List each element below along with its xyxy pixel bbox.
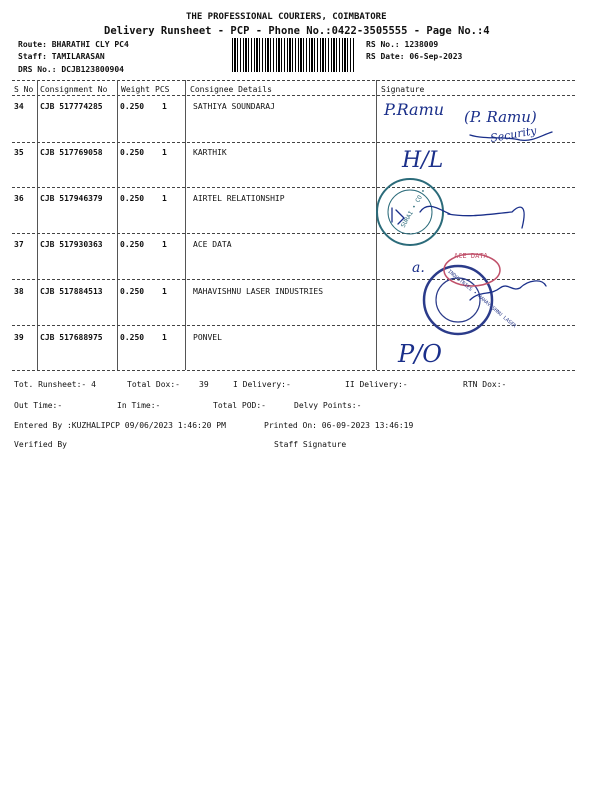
handwritten-signature-35: H/L bbox=[402, 148, 444, 173]
handwritten-signature-38: a. bbox=[412, 260, 425, 276]
row-consignee: KARTHIK bbox=[193, 148, 227, 157]
row-pcs: 1 bbox=[162, 102, 167, 111]
row-consignment: CJB 517930363 bbox=[40, 240, 103, 249]
col-header-consignment: Consignment No bbox=[40, 85, 108, 94]
company-name: THE PROFESSIONAL COURIERS, COIMBATORE bbox=[186, 12, 387, 22]
row-consignee: MAHAVISHNU LASER INDUSTRIES bbox=[193, 287, 324, 296]
total-dox-label: Total Dox:- bbox=[127, 380, 180, 389]
rs-number: RS No.: 1238009 bbox=[366, 40, 439, 49]
row-pcs: 1 bbox=[162, 194, 167, 203]
entered-by: Entered By :KUZHALIPCP 09/06/2023 1:46:20 PM bbox=[14, 421, 226, 430]
verified-by: Verified By bbox=[14, 440, 67, 449]
row-pcs: 1 bbox=[162, 287, 167, 296]
rtn-dox: RTN Dox:- bbox=[463, 380, 507, 389]
row-consignment: CJB 517774285 bbox=[40, 102, 103, 111]
row-sno: 39 bbox=[14, 333, 24, 342]
staff-label: Staff: TAMILARASAN bbox=[18, 52, 105, 61]
printed-on: Printed On: 06-09-2023 13:46:19 bbox=[264, 421, 414, 430]
col-header-pcs: PCS bbox=[155, 85, 170, 94]
total-dox-value: 39 bbox=[199, 380, 209, 389]
staff-signature: Staff Signature bbox=[274, 440, 347, 449]
stamp-3-text: INDUSTRIES • MAHAVISHNU LASER bbox=[446, 268, 518, 330]
out-time: Out Time:- bbox=[14, 401, 63, 410]
row-consignee: AIRTEL RELATIONSHIP bbox=[193, 194, 285, 203]
row-weight: 0.250 bbox=[120, 102, 145, 111]
route-label: Route: BHARATHI CLY PC4 bbox=[18, 40, 129, 49]
stamp-1-text: SURAI • CO • bbox=[399, 187, 428, 230]
ii-delivery: II Delivery:- bbox=[345, 380, 408, 389]
row-weight: 0.250 bbox=[120, 240, 145, 249]
row-weight: 0.250 bbox=[120, 333, 145, 342]
rs-date: RS Date: 06-Sep-2023 bbox=[366, 52, 463, 61]
i-delivery: I Delivery:- bbox=[233, 380, 291, 389]
row-weight: 0.250 bbox=[120, 148, 145, 157]
row-pcs: 1 bbox=[162, 333, 167, 342]
row-sno: 38 bbox=[14, 287, 24, 296]
stamp-2-text: ACE DATA bbox=[454, 252, 488, 260]
col-header-sno: S No bbox=[14, 85, 34, 94]
row-consignee: SATHIYA SOUNDARAJ bbox=[193, 102, 275, 111]
col-header-weight: Weight bbox=[121, 85, 150, 94]
total-pod: Total POD:- bbox=[213, 401, 266, 410]
row-pcs: 1 bbox=[162, 148, 167, 157]
row-consignee: PONVEL bbox=[193, 333, 222, 342]
row-weight: 0.250 bbox=[120, 194, 145, 203]
col-header-consignee: Consignee Details bbox=[190, 85, 272, 94]
row-consignment: CJB 517688975 bbox=[40, 333, 103, 342]
total-runsheet: Tot. Runsheet:- 4 bbox=[14, 380, 96, 389]
handwritten-signature-39: P/O bbox=[398, 340, 442, 368]
row-consignment: CJB 517946379 bbox=[40, 194, 103, 203]
row-pcs: 1 bbox=[162, 240, 167, 249]
in-time: In Time:- bbox=[117, 401, 161, 410]
row-sno: 37 bbox=[14, 240, 24, 249]
handwritten-name-34: (P. Ramu) bbox=[464, 108, 537, 126]
drs-number: DRS No.: DCJB123800904 bbox=[18, 65, 124, 74]
col-header-signature: Signature bbox=[381, 85, 425, 94]
row-sno: 36 bbox=[14, 194, 24, 203]
row-weight: 0.250 bbox=[120, 287, 145, 296]
row-consignee: ACE DATA bbox=[193, 240, 232, 249]
handwritten-signature-34: P.Ramu bbox=[384, 100, 445, 119]
handwritten-note-34: Security bbox=[489, 124, 538, 145]
row-sno: 34 bbox=[14, 102, 24, 111]
row-consignment: CJB 517769058 bbox=[40, 148, 103, 157]
row-consignment: CJB 517884513 bbox=[40, 287, 103, 296]
delivery-points: Delvy Points:- bbox=[294, 401, 362, 410]
row-sno: 35 bbox=[14, 148, 24, 157]
runsheet-subtitle: Delivery Runsheet - PCP - Phone No.:0422-3505555 - Page No.:4 bbox=[104, 25, 490, 37]
